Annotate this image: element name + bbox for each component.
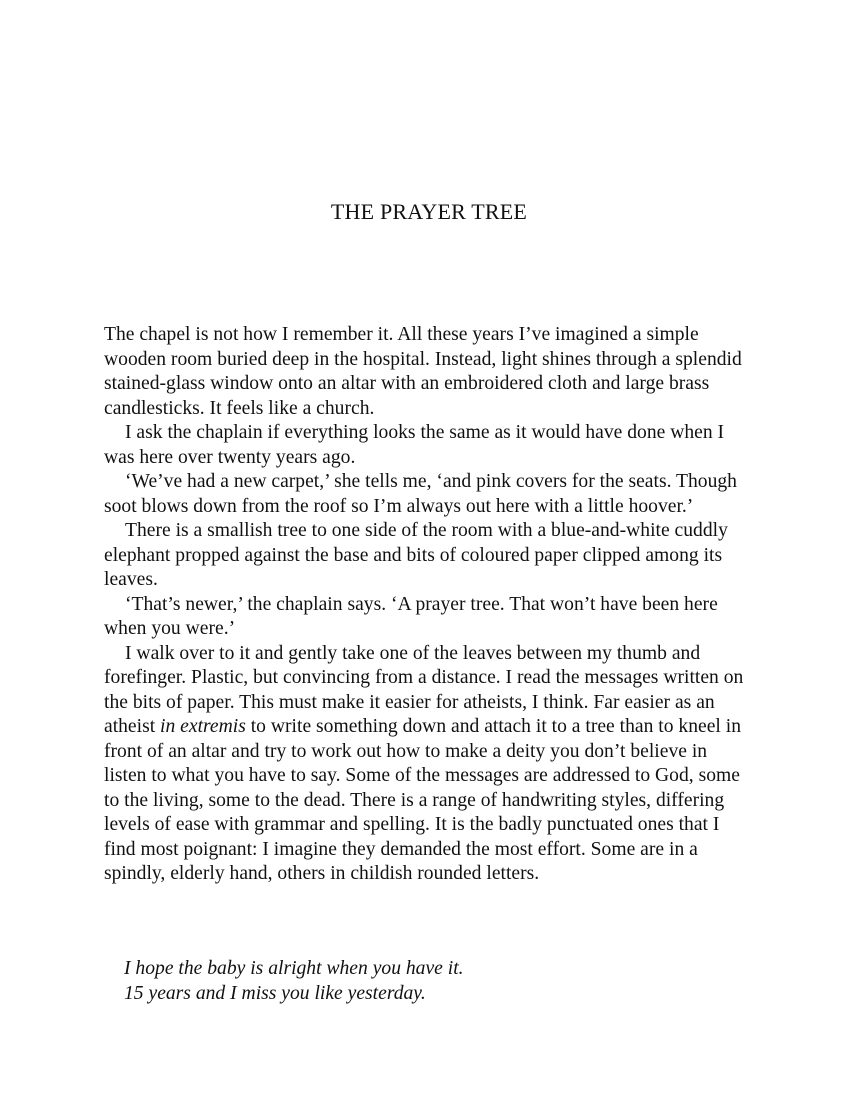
prayer-note-2: 15 years and I miss you like yesterday. xyxy=(124,982,426,1004)
paragraph-6 xyxy=(104,642,754,887)
chapter-title: THE PRAYER TREE xyxy=(330,199,528,224)
paragraph-3: ‘We’ve had a new carpet,’ she tells me, ‘and pink covers for the seats. Though soot blows down from the roof so I’m always out here with a little hoover.’ xyxy=(104,471,737,517)
prayer-note-1: I hope the baby is alright when you have it. xyxy=(124,958,464,979)
paragraph-6-emphasis: in extremis xyxy=(160,716,246,737)
chapter-body xyxy=(104,323,754,887)
paragraph-2: I ask the chaplain if everything looks the same as it would have done when I was here over twenty years ago. xyxy=(104,422,725,468)
paragraph-6-text-before: I walk over to it and gently take one of the leaves between my thumb and forefinger. Plastic, but convincing from a distance. I read the messages written on the bits of paper. This must make it easier for atheists, I think. Far easier as an atheist xyxy=(104,642,744,737)
paragraph-4: There is a smallish tree to one side of the room with a blue-and-white cuddly elephant propped against the base and bits of coloured paper clipped among its leaves. xyxy=(104,520,728,590)
prayer-notes xyxy=(124,957,754,1006)
paragraph-5: ‘That’s newer,’ the chaplain says. ‘A prayer tree. That won’t have been here when you were.’ xyxy=(104,593,718,639)
paragraph-6-text-after: to write something down and attach it to a tree than to kneel in front of an altar and try to work out how to make a deity you don’t believe in listen to what you have to say. Some of the messages are addressed to God, some to the living, some to the dead. There is a range of handwriting styles, differing levels of ease with grammar and spelling. It is the badly punctuated ones that I find most poignant: I imagine they demanded the most effort. Some are in a spindly, elderly hand, others in childish rounded letters. xyxy=(104,716,741,884)
paragraph-1: The chapel is not how I remember it. All these years I’ve imagined a simple wooden room buried deep in the hospital. Instead, light shines through a splendid stained-glass window onto an altar with an embroidered cloth and large brass candlesticks. It feels like a church. xyxy=(104,324,742,419)
